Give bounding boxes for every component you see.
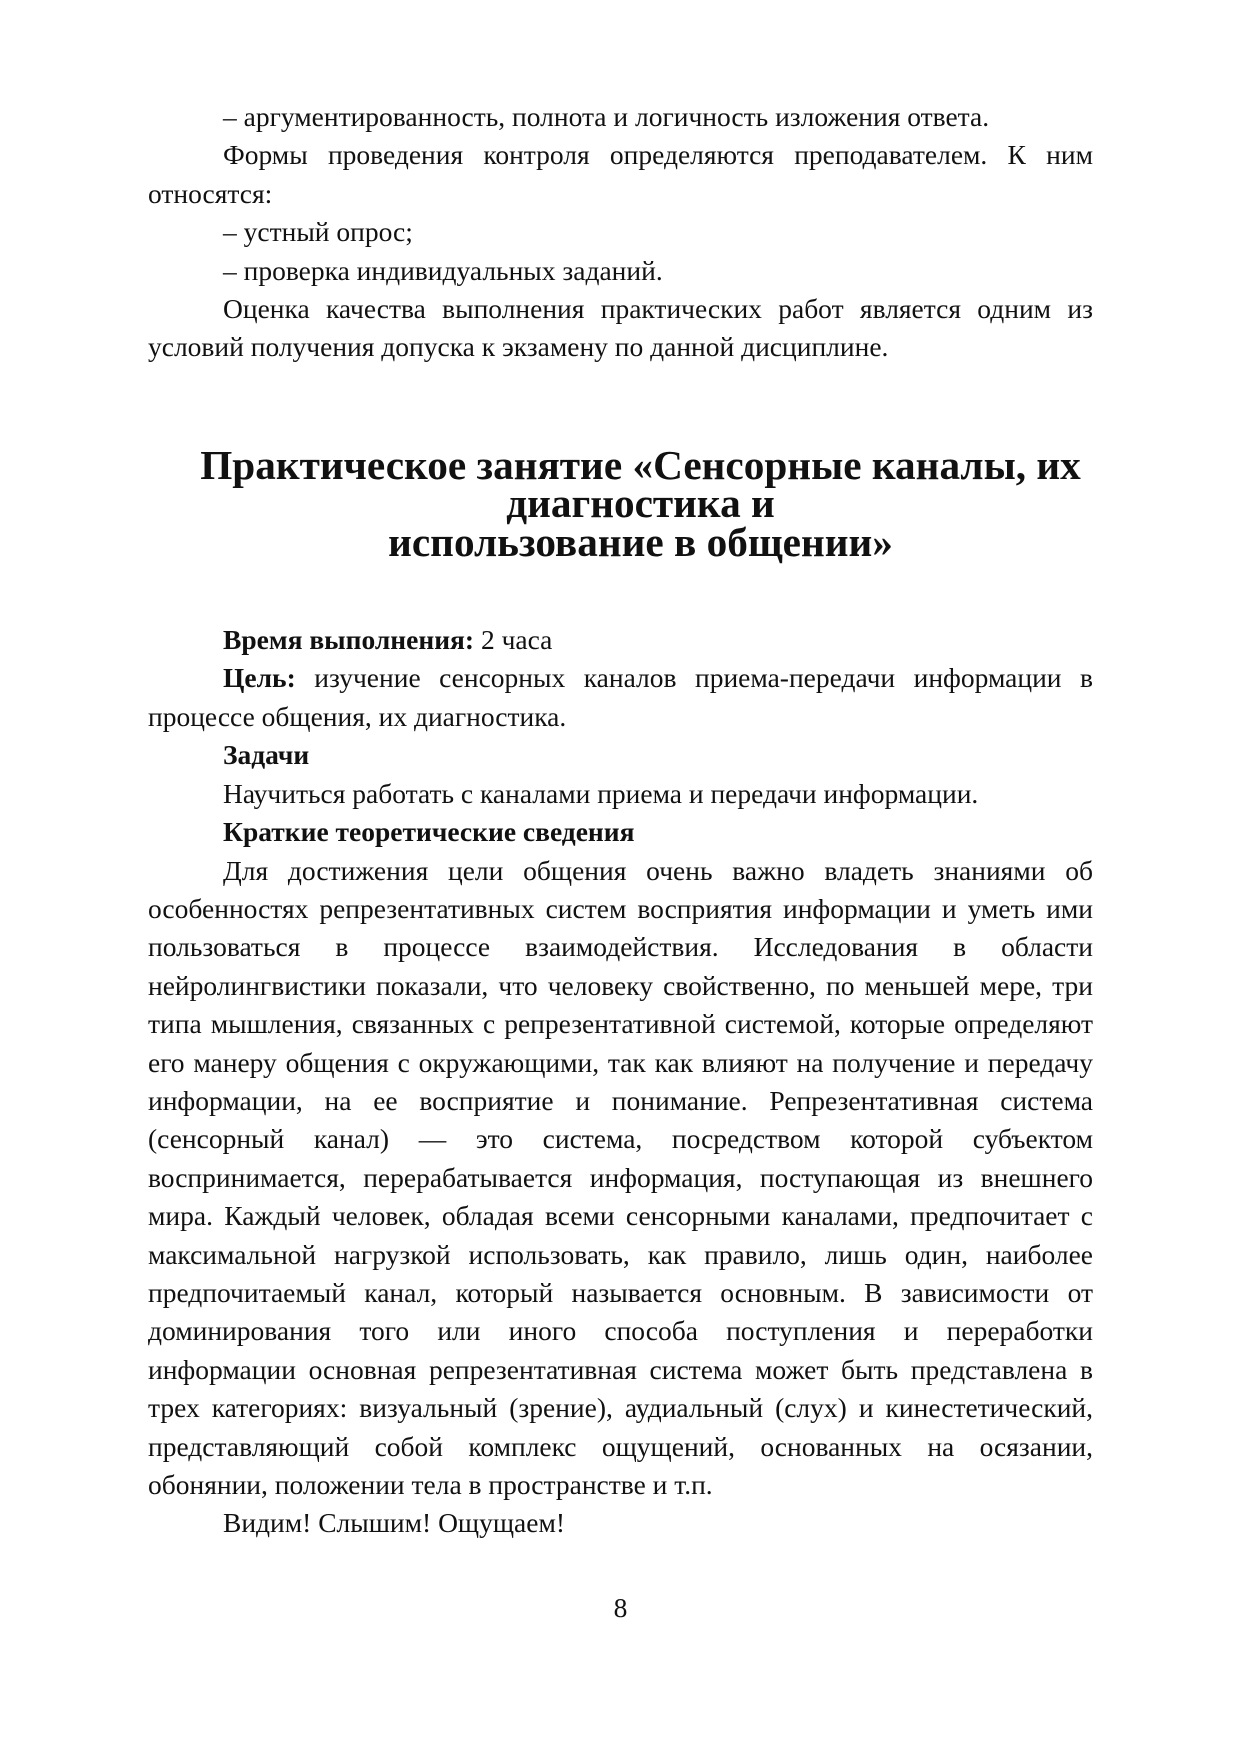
lesson-theory-label: Краткие теоретические сведения (223, 816, 635, 848)
lesson-title-line-2: использование в общении» (388, 518, 893, 565)
intro-paragraph-forms: Формы проведения контроля определяются преподавателем. К ним относятся: (148, 139, 1093, 209)
lesson-goal-value: изучение сенсорных каналов приема-передачи информации в процессе общения, их диагностика. (148, 662, 1093, 732)
lesson-tasks-label: Задачи (223, 739, 310, 771)
lesson-theory-text: Для достижения цели общения очень важно владеть знаниями об особенностях репрезентативных систем восприятия информации и уметь ими пользоваться в процессе взаимодействия. Исследования в области нейролингвистики показали, что человеку свойственно, по меньшей мере, три типа мышления, связанных с репрезентативной системой, которые определяют его манеру общения с окружающими, так как влияют на получение и передачу информации, на ее восприятие и понимание. Репрезентативная система (сенсорный канал) — это система, посредством которой субъектом воспринимается, перерабатывается информация, поступающая из внешнего мира. Каждый человек, обладая всеми сенсорными каналами, предпочитает с максимальной нагрузкой использовать, как правило, лишь один, наиболее предпочитаемый канал, который называется основным. В зависимости от доминирования того или иного способа поступления и переработки информации основная репрезентативная система может быть представлена в трех категориях: визуальный (зрение), аудиальный (слух) и кинестетический, представляющий собой комплекс ощущений, основанных на осязании, обонянии, положении тела в пространстве и т.п. (148, 854, 1093, 1500)
intro-item-oral: – устный опрос; (223, 216, 413, 248)
intro-paragraph-evaluation: Оценка качества выполнения практических работ является одним из условий получения допуска к экзамену по данной дисциплине. (148, 293, 1093, 363)
lesson-title (148, 441, 1093, 565)
lesson-time (148, 621, 1093, 659)
lesson-goal-label: Цель: (223, 662, 296, 694)
intro-line-argumentation: – аргументированность, полнота и логичность изложения ответа. (223, 101, 990, 132)
document-page (148, 98, 1093, 1543)
lesson-tasks-value: Научиться работать с каналами приема и передачи информации. (223, 777, 979, 809)
lesson-time-value: 2 часа (474, 624, 553, 656)
intro-item-check: – проверка индивидуальных заданий. (223, 254, 663, 286)
lesson-time-label: Время выполнения: (223, 624, 475, 656)
page-number: 8 (613, 1592, 628, 1623)
lesson-goal (148, 659, 1093, 736)
section-gap (148, 367, 1093, 446)
lesson-title-line-1: Практическое занятие «Сенсорные каналы, их диагностика и (200, 441, 1081, 527)
heading-gap (148, 561, 1093, 621)
lesson-slogan: Видим! Слышим! Ощущаем! (223, 1507, 566, 1539)
